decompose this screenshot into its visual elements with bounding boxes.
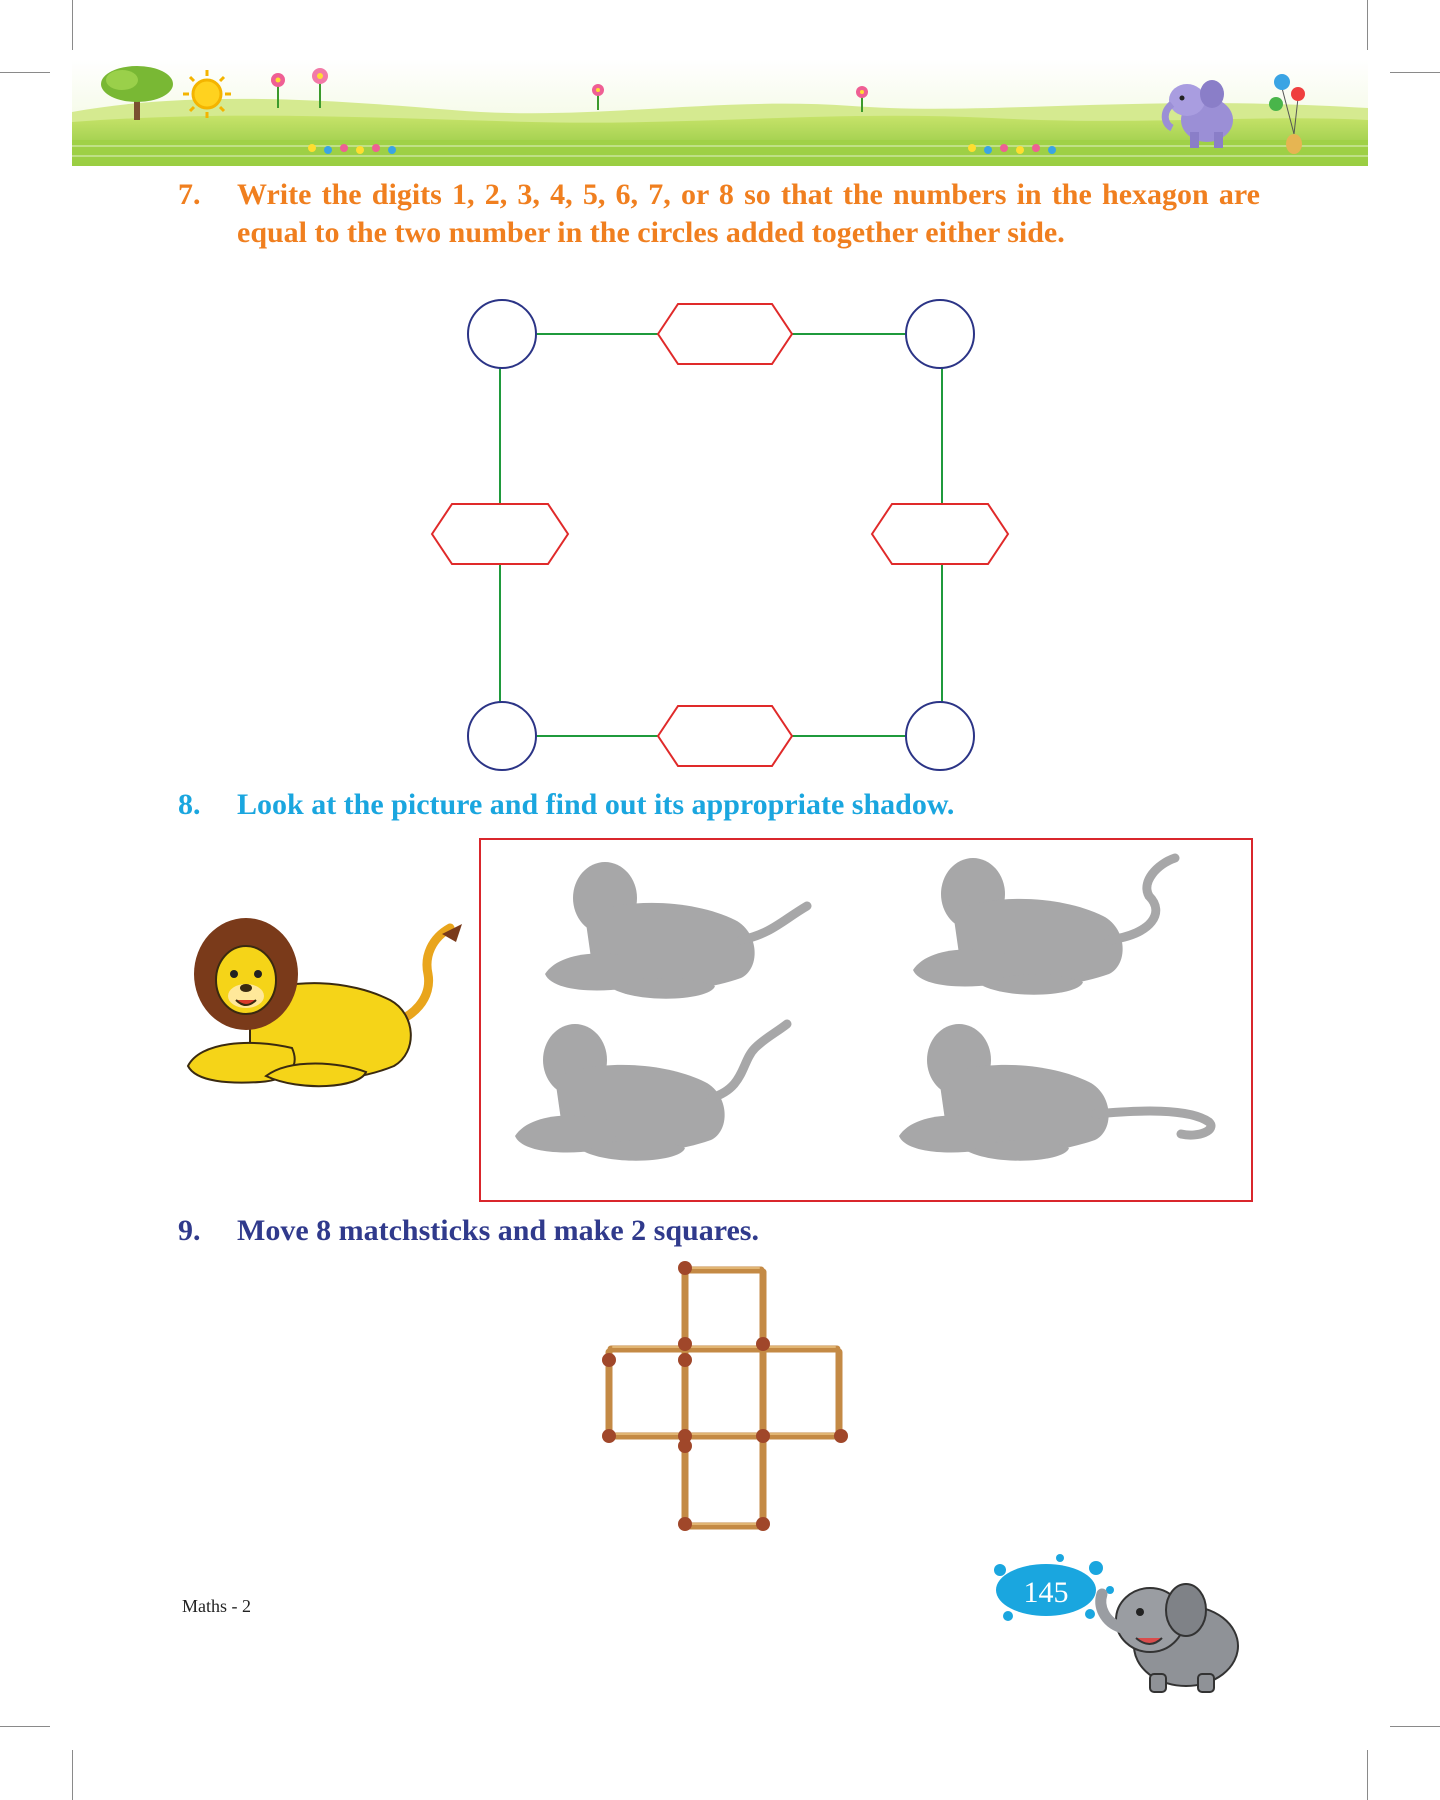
matchstick-icon — [602, 1261, 848, 1531]
crop-mark — [72, 1750, 73, 1800]
question-text: Write the digits 1, 2, 3, 4, 5, 6, 7, or 8 so that the numbers in the hexagon are equal to the two number in the circles added together either side. — [237, 178, 1260, 249]
crop-mark — [0, 72, 50, 73]
question-number: 8. — [178, 788, 201, 821]
header-banner — [72, 60, 1368, 166]
crop-mark — [1367, 1750, 1368, 1800]
elephant-icon — [1101, 1584, 1238, 1692]
lion-icon — [188, 918, 462, 1086]
crop-mark — [1367, 0, 1368, 50]
footer-subject: Maths - 2 — [182, 1596, 251, 1616]
answer-hexagon[interactable] — [658, 706, 792, 766]
question-number: 9. — [178, 1214, 201, 1247]
page-number: 145 — [1023, 1576, 1069, 1609]
crop-mark — [1390, 72, 1440, 73]
question-text: Look at the picture and find out its appropriate shadow. — [237, 788, 955, 821]
answer-circle[interactable] — [468, 300, 536, 368]
crop-mark — [72, 0, 73, 50]
question-text: Move 8 matchsticks and make 2 squares. — [237, 1214, 759, 1247]
crop-mark — [0, 1726, 50, 1727]
answer-hexagon[interactable] — [432, 504, 568, 564]
page-badge — [990, 1550, 1290, 1700]
shadow-options — [479, 838, 1253, 1202]
matchstick-puzzle — [584, 1256, 864, 1546]
answer-circle[interactable] — [468, 702, 536, 770]
lion-picture — [180, 916, 476, 1096]
question-number: 7. — [178, 178, 201, 211]
answer-circle[interactable] — [906, 702, 974, 770]
answer-hexagon[interactable] — [658, 304, 792, 364]
hexagon-puzzle — [430, 296, 1010, 780]
answer-circle[interactable] — [906, 300, 974, 368]
answer-hexagon[interactable] — [872, 504, 1008, 564]
crop-mark — [1390, 1726, 1440, 1727]
